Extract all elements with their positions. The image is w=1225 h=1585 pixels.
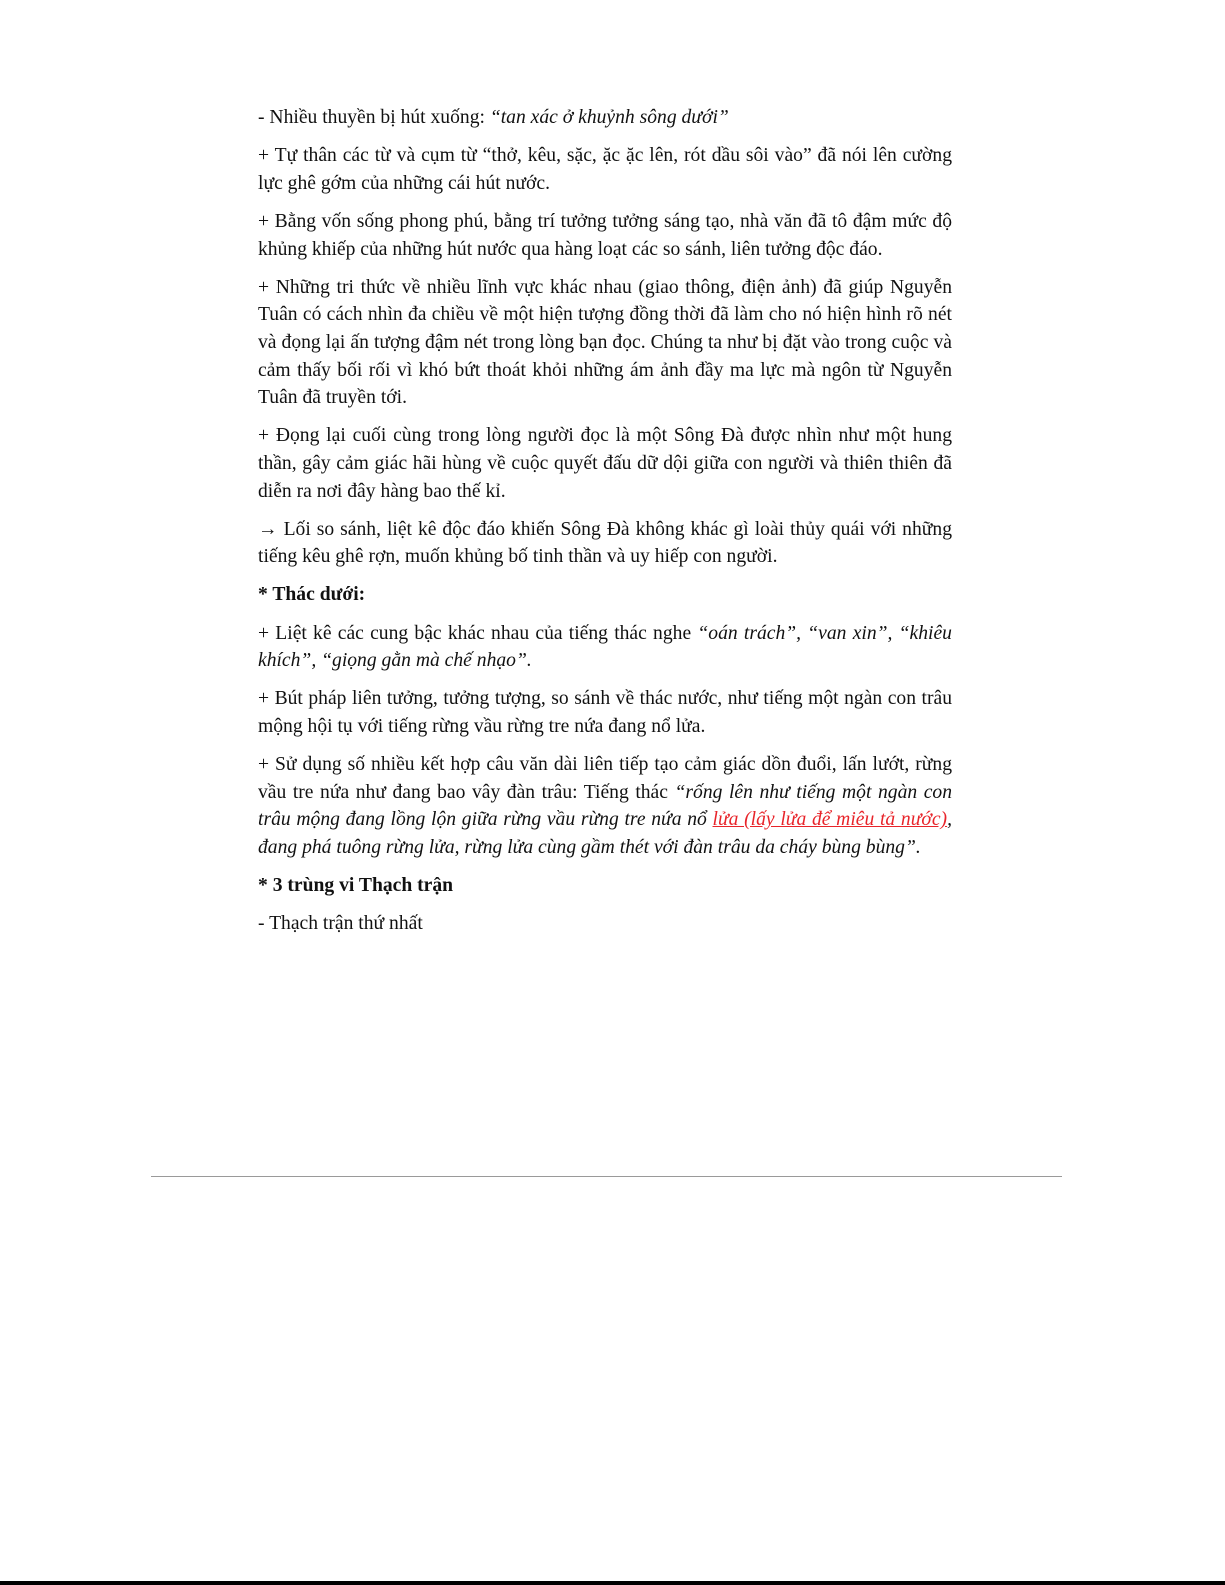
paragraph-liet-ke [258, 620, 952, 675]
heading-thac-duoi: * Thác dưới: [258, 584, 366, 606]
paragraph-conclusion: → Lối so sánh, liệt kê độc đáo khiến Sông Đà không khác gì loài thủy quái với những tiếng kêu ghê rợn, muốn khủng bố tinh thần và uy hiếp con người. [258, 518, 952, 568]
paragraph-hut-xuong [258, 104, 952, 132]
red-underlined-note: lửa (lấy lửa để miêu tả nước) [712, 809, 948, 831]
italic-quote: “tan xác ở khuỷnh sông dưới” [489, 107, 729, 128]
heading-thach-tran: * 3 trùng vi Thạch trận [258, 875, 454, 897]
paragraph-so-nhieu [258, 751, 952, 861]
page-bottom-edge [0, 1581, 1225, 1585]
paragraph-text: + Liệt kê các cung bậc khác nhau của tiếng thác nghe [258, 622, 698, 644]
paragraph-thach-tran-thu-nhat: - Thạch trận thứ nhất [258, 913, 423, 935]
paragraph-dong-lai: + Đọng lại cuối cùng trong lòng người đọc là một Sông Đà được nhìn như một hung thần, gây cảm giác hãi hùng về cuộc quyết đấu dữ dội giữa con người và thiên thiên đã diễn ra nơi đây hàng bao thế kỉ. [258, 425, 952, 502]
document-body [258, 104, 952, 949]
paragraph-tri-thuc: + Những tri thức về nhiều lĩnh vực khác nhau (giao thông, điện ảnh) đã giúp Nguyễn Tuân có cách nhìn đa chiều về một hiện tượng đồng thời đã làm cho nó hiện hình rõ nét và đọng lại ấn tượng đậm nét trong lòng bạn đọc. Chúng ta như bị đặt vào trong cuộc và cảm thấy bối rối vì khó bứt thoát khỏi những ám ảnh đầy ma lực mà ngôn từ Nguyễn Tuân đã truyền tới. [258, 276, 952, 409]
italic-quote-continued: , đang phá tuông rừng lửa, rừng lửa cùng gầm thét với đàn trâu da cháy bùng bùng”. [258, 809, 952, 858]
paragraph-text: + Sử dụng số nhiều kết hợp câu văn dài liên tiếp tạo cảm giác dồn đuổi, lấn lướt, rừng vầu tre nứa như đang bao vây đàn trâu: Tiếng thác [258, 754, 952, 803]
page-divider [151, 1176, 1062, 1177]
paragraph-tu-than: + Tự thân các từ và cụm từ “thở, kêu, sặc, ặc ặc lên, rót dầu sôi vào” đã nói lên cường lực ghê gớm của những cái hút nước. [258, 145, 952, 194]
italic-quote: “oán trách”, “van xin”, “khiêu khích”, “giọng gằn mà chế nhạo”. [258, 622, 952, 672]
paragraph-but-phap: + Bút pháp liên tưởng, tưởng tượng, so sánh về thác nước, như tiếng một ngàn con trâu mộng hội tụ với tiếng rừng vầu rừng tre nứa đang nổ lửa. [258, 688, 952, 738]
paragraph-von-song: + Bằng vốn sống phong phú, bằng trí tưởng tưởng sáng tạo, nhà văn đã tô đậm mức độ khủng khiếp của những hút nước qua hàng loạt các so sánh, liên tưởng độc đáo. [258, 210, 952, 260]
paragraph-text: - Nhiều thuyền bị hút xuống: [258, 107, 490, 128]
italic-quote: “rống lên như tiếng một ngàn con trâu mộng đang lồng lộn giữa rừng vầu rừng tre nứa nổ [258, 781, 952, 831]
